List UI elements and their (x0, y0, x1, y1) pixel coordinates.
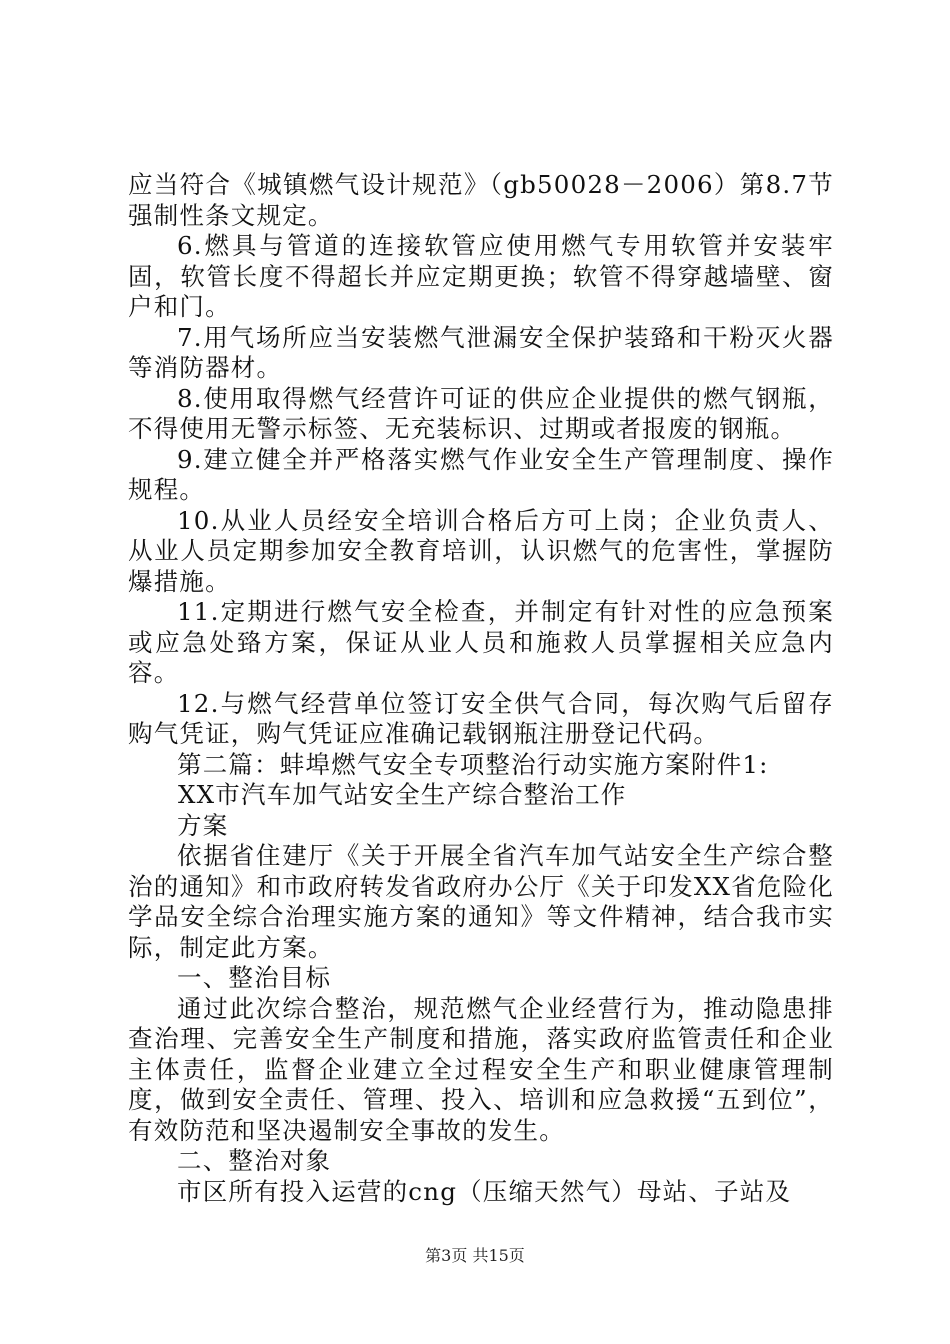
paragraph: 通过此次综合整治，规范燃气企业经营行为，推动隐患排查治理、完善安全生产制度和措施，落实政府监管责任和企业主体责任，监督企业建立全过程安全生产和职业健康管理制度，做到安全责任、管理、投入、培训和应急救援“五到位”，有效防范和坚决遏制安全事故的发生。 (128, 993, 834, 1145)
paragraph: 市区所有投入运营的cng（压缩天然气）母站、子站及 (177, 1176, 792, 1206)
section-heading: 第二篇：蚌埠燃气安全专项整治行动实施方案附件1: (177, 749, 769, 779)
paragraph: 6.燃具与管道的连接软管应使用燃气专用软管并安装牢固，软管长度不得超长并应定期更换；软管不得穿越墙壁、窗户和门。 (128, 231, 834, 321)
paragraph: 9.建立健全并严格落实燃气作业安全生产管理制度、操作规程。 (128, 444, 834, 504)
section-heading: 二、整治对象 (177, 1146, 332, 1175)
document-body (128, 170, 834, 1207)
paragraph: 8.使用取得燃气经营许可证的供应企业提供的燃气钢瓶，不得使用无警示标签、无充装标识、过期或者报废的钢瓶。 (128, 383, 834, 443)
paragraph: 12.与燃气经营单位签订安全供气合同，每次购气后留存购气凭证，购气凭证应准确记载钢瓶注册登记代码。 (128, 688, 834, 748)
paragraph: 7.用气场所应当安装燃气泄漏安全保护装臵和干粉灭火器等消防器材。 (128, 322, 834, 382)
paragraph: 11.定期进行燃气安全检查，并制定有针对性的应急预案或应急处臵方案，保证从业人员和施救人员掌握相关应急内容。 (128, 597, 834, 687)
document-title: XX市汽车加气站安全生产综合整治工作 (178, 780, 627, 809)
paragraph: 10.从业人员经安全培训合格后方可上岗；企业负责人、从业人员定期参加安全教育培训，认识燃气的危害性，掌握防爆措施。 (128, 505, 834, 596)
page-number: 第3页 共15页 (425, 1246, 525, 1265)
paragraph: 应当符合《城镇燃气设计规范》（gb50028－2006）第8.7节强制性条文规定。 (128, 170, 834, 230)
document-title-continued: 方案 (177, 810, 229, 840)
section-heading: 一、整治目标 (177, 963, 332, 992)
paragraph: 依据省住建厅《关于开展全省汽车加气站安全生产综合整治的通知》和市政府转发省政府办公厅《关于印发XX省危险化学品安全综合治理实施方案的通知》等文件精神，结合我市实际，制定此方案。 (128, 841, 834, 962)
